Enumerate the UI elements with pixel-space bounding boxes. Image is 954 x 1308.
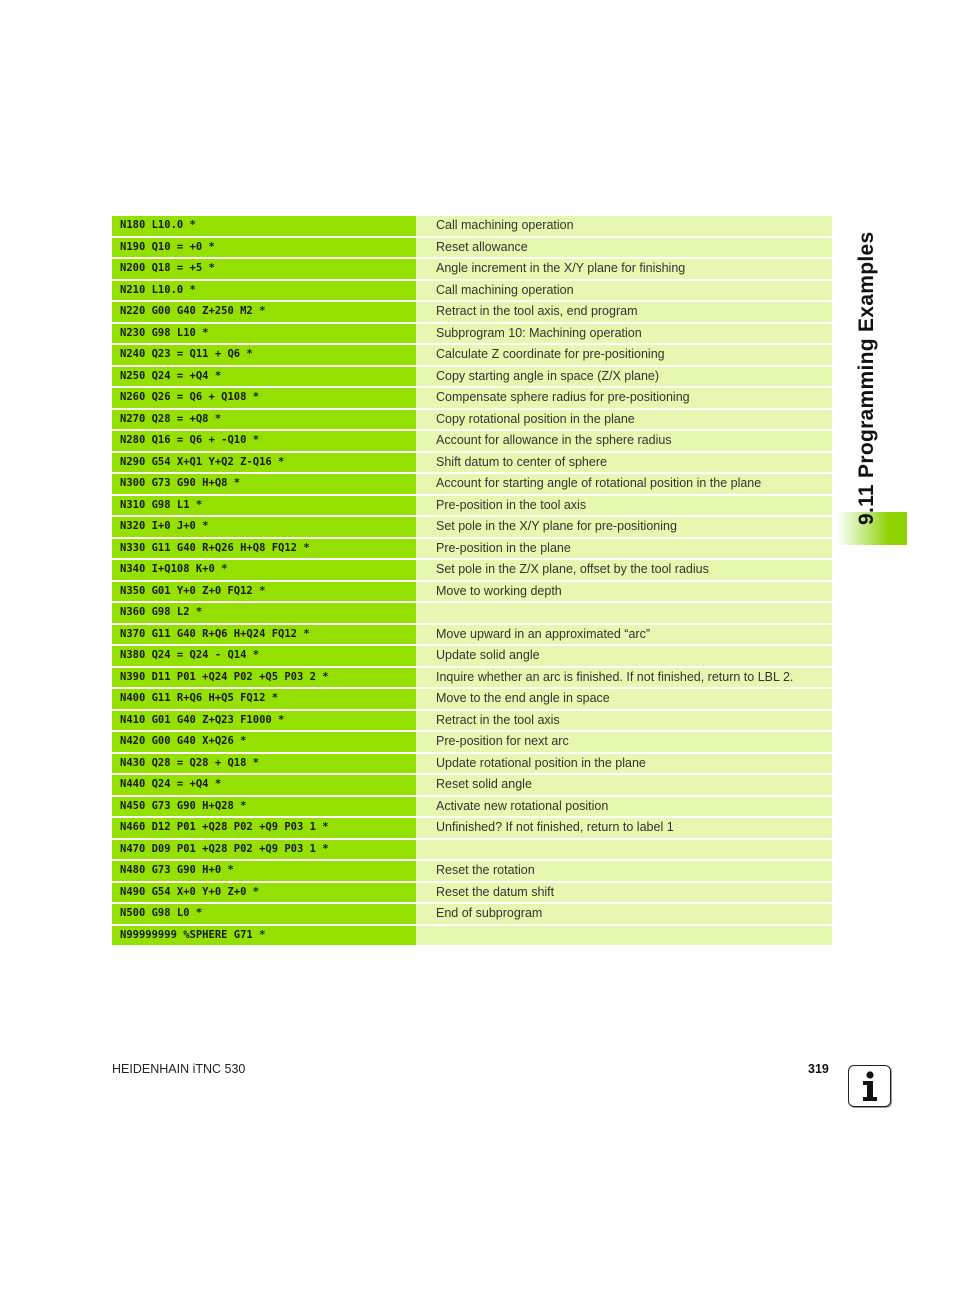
program-row [112,711,832,731]
nc-description: Call machining operation [416,216,832,236]
nc-description: Reset the rotation [416,861,832,881]
nc-code: N190 Q10 = +0 * [112,238,416,258]
program-row [112,388,832,408]
program-row [112,775,832,795]
program-row [112,410,832,430]
program-row [112,668,832,688]
nc-code: N370 G11 G40 R+Q6 H+Q24 FQ12 * [112,625,416,645]
nc-description: Set pole in the X/Y plane for pre-positioning [416,517,832,537]
program-row [112,496,832,516]
nc-description: Unfinished? If not finished, return to label 1 [416,818,832,838]
nc-code: N440 Q24 = +Q4 * [112,775,416,795]
program-row [112,646,832,666]
nc-code: N460 D12 P01 +Q28 P02 +Q9 P03 1 * [112,818,416,838]
nc-description: Update solid angle [416,646,832,666]
program-row [112,689,832,709]
program-row [112,453,832,473]
nc-code: N290 G54 X+Q1 Y+Q2 Z-Q16 * [112,453,416,473]
nc-description: Account for allowance in the sphere radius [416,431,832,451]
page-number: 319 [808,1062,829,1076]
program-row [112,259,832,279]
nc-description: Set pole in the Z/X plane, offset by the tool radius [416,560,832,580]
nc-code: N430 Q28 = Q28 + Q18 * [112,754,416,774]
nc-code: N260 Q26 = Q6 + Q108 * [112,388,416,408]
nc-description: Reset the datum shift [416,883,832,903]
nc-code: N250 Q24 = +Q4 * [112,367,416,387]
footer-product-name: HEIDENHAIN iTNC 530 [112,1062,246,1076]
nc-code: N390 D11 P01 +Q24 P02 +Q5 P03 2 * [112,668,416,688]
nc-code: N490 G54 X+0 Y+0 Z+0 * [112,883,416,903]
program-row [112,560,832,580]
nc-code: N300 G73 G90 H+Q8 * [112,474,416,494]
nc-description: Angle increment in the X/Y plane for finishing [416,259,832,279]
nc-description [416,603,832,623]
program-row [112,732,832,752]
nc-description: Reset solid angle [416,775,832,795]
nc-code: N380 Q24 = Q24 - Q14 * [112,646,416,666]
program-row [112,582,832,602]
nc-description: Copy rotational position in the plane [416,410,832,430]
nc-code: N270 Q28 = +Q8 * [112,410,416,430]
nc-code: N99999999 %SPHERE G71 * [112,926,416,946]
nc-code: N330 G11 G40 R+Q26 H+Q8 FQ12 * [112,539,416,559]
nc-description: Retract in the tool axis, end program [416,302,832,322]
nc-code: N280 Q16 = Q6 + -Q10 * [112,431,416,451]
program-row [112,431,832,451]
nc-description: Reset allowance [416,238,832,258]
nc-description: Copy starting angle in space (Z/X plane) [416,367,832,387]
nc-description: Pre-position for next arc [416,732,832,752]
nc-description: Subprogram 10: Machining operation [416,324,832,344]
program-row [112,797,832,817]
nc-description: Inquire whether an arc is finished. If not finished, return to LBL 2. [416,668,832,688]
nc-description: End of subprogram [416,904,832,924]
program-row [112,539,832,559]
nc-code: N350 G01 Y+0 Z+0 FQ12 * [112,582,416,602]
program-row [112,345,832,365]
program-row [112,302,832,322]
program-row [112,861,832,881]
nc-description: Retract in the tool axis [416,711,832,731]
program-row [112,926,832,946]
nc-code: N340 I+Q108 K+0 * [112,560,416,580]
chapter-title: 9.11 Programming Examples [855,231,878,525]
program-row [112,324,832,344]
program-row [112,904,832,924]
nc-description: Pre-position in the tool axis [416,496,832,516]
nc-code: N180 L10.0 * [112,216,416,236]
program-row [112,474,832,494]
nc-description: Calculate Z coordinate for pre-positioning [416,345,832,365]
program-row [112,883,832,903]
nc-code: N310 G98 L1 * [112,496,416,516]
nc-code: N220 G00 G40 Z+250 M2 * [112,302,416,322]
nc-code: N230 G98 L10 * [112,324,416,344]
program-row [112,238,832,258]
nc-code: N360 G98 L2 * [112,603,416,623]
nc-code: N410 G01 G40 Z+Q23 F1000 * [112,711,416,731]
nc-description [416,840,832,860]
nc-code: N320 I+0 J+0 * [112,517,416,537]
nc-description: Move to working depth [416,582,832,602]
nc-code: N450 G73 G90 H+Q28 * [112,797,416,817]
program-row [112,840,832,860]
nc-description: Move to the end angle in space [416,689,832,709]
info-icon [848,1065,891,1107]
nc-code: N200 Q18 = +5 * [112,259,416,279]
nc-description: Move upward in an approximated “arc” [416,625,832,645]
nc-code: N240 Q23 = Q11 + Q6 * [112,345,416,365]
program-row [112,754,832,774]
nc-code: N470 D09 P01 +Q28 P02 +Q9 P03 1 * [112,840,416,860]
program-row [112,625,832,645]
nc-description [416,926,832,946]
nc-description: Shift datum to center of sphere [416,453,832,473]
nc-description: Update rotational position in the plane [416,754,832,774]
nc-description: Activate new rotational position [416,797,832,817]
nc-code: N480 G73 G90 H+0 * [112,861,416,881]
program-row [112,367,832,387]
program-row [112,603,832,623]
program-row [112,216,832,236]
nc-description: Call machining operation [416,281,832,301]
nc-description: Compensate sphere radius for pre-positioning [416,388,832,408]
nc-code: N210 L10.0 * [112,281,416,301]
nc-description: Pre-position in the plane [416,539,832,559]
nc-code: N400 G11 R+Q6 H+Q5 FQ12 * [112,689,416,709]
nc-description: Account for starting angle of rotational position in the plane [416,474,832,494]
program-row [112,818,832,838]
program-row [112,281,832,301]
nc-code: N420 G00 G40 X+Q26 * [112,732,416,752]
nc-code: N500 G98 L0 * [112,904,416,924]
nc-program-table [112,216,832,947]
program-row [112,517,832,537]
